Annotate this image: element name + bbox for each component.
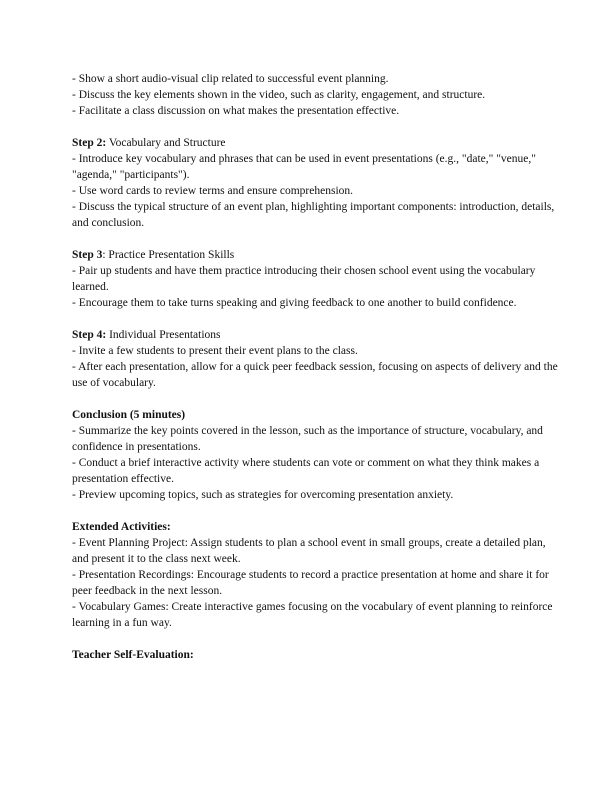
step3-heading-line: [72, 247, 562, 263]
intro-line: - Discuss the key elements shown in the video, such as clarity, engagement, and structure.: [72, 89, 486, 101]
step2-item: - Use word cards to review terms and ensure comprehension.: [72, 185, 354, 197]
conclusion-heading-line: [72, 407, 562, 423]
self-eval-heading-line: [72, 647, 562, 663]
step2-heading-line: [72, 135, 562, 151]
step3-section: [72, 247, 562, 311]
extended-item: - Event Planning Project: Assign students to plan a school event in small groups, create a detailed plan, and present it to the class next week.: [72, 537, 546, 565]
step4-section: [72, 327, 562, 391]
conclusion-section: [72, 407, 562, 503]
step2-section: [72, 135, 562, 231]
conclusion-item: - Preview upcoming topics, such as strategies for overcoming presentation anxiety.: [72, 489, 454, 501]
step3-heading: Step 3: [72, 249, 103, 261]
step3-item: - Encourage them to take turns speaking and giving feedback to one another to build confidence.: [72, 297, 517, 309]
extended-heading: Extended Activities:: [72, 521, 171, 533]
self-eval-heading: Teacher Self-Evaluation:: [72, 649, 194, 661]
step4-heading: Step 4:: [72, 329, 107, 341]
step4-item: - After each presentation, allow for a quick peer feedback session, focusing on aspects of delivery and the use of vocabulary.: [72, 361, 558, 389]
intro-section: [72, 71, 562, 119]
self-eval-section: [72, 647, 562, 663]
step2-item: - Discuss the typical structure of an event plan, highlighting important components: introduction, details, and conclusion.: [72, 201, 555, 229]
step3-title: : Practice Presentation Skills: [102, 249, 235, 261]
extended-item: - Presentation Recordings: Encourage students to record a practice presentation at home and share it for peer feedback in the next lesson.: [72, 569, 549, 597]
step2-item: - Introduce key vocabulary and phrases that can be used in event presentations (e.g., "date," "venue," "agenda," "participants").: [72, 153, 536, 181]
step4-heading-line: [72, 327, 562, 343]
intro-line: - Facilitate a class discussion on what makes the presentation effective.: [72, 105, 400, 117]
step2-heading: Step 2:: [72, 137, 107, 149]
step3-item: - Pair up students and have them practice introducing their chosen school event using the vocabulary learned.: [72, 265, 536, 293]
step4-item: - Invite a few students to present their event plans to the class.: [72, 345, 358, 357]
extended-section: [72, 519, 562, 631]
step2-title: Vocabulary and Structure: [106, 137, 226, 149]
conclusion-item: - Conduct a brief interactive activity where students can vote or comment on what they think makes a presentation effective.: [72, 457, 540, 485]
step4-title: Individual Presentations: [106, 329, 221, 341]
conclusion-heading: Conclusion (5 minutes): [72, 409, 186, 421]
conclusion-item: - Summarize the key points covered in the lesson, such as the importance of structure, vocabulary, and confidence in presentations.: [72, 425, 543, 453]
intro-line: - Show a short audio-visual clip related to successful event planning.: [72, 73, 389, 85]
extended-heading-line: [72, 519, 562, 535]
extended-item: - Vocabulary Games: Create interactive games focusing on the vocabulary of event planning to reinforce learning in a fun way.: [72, 601, 553, 629]
